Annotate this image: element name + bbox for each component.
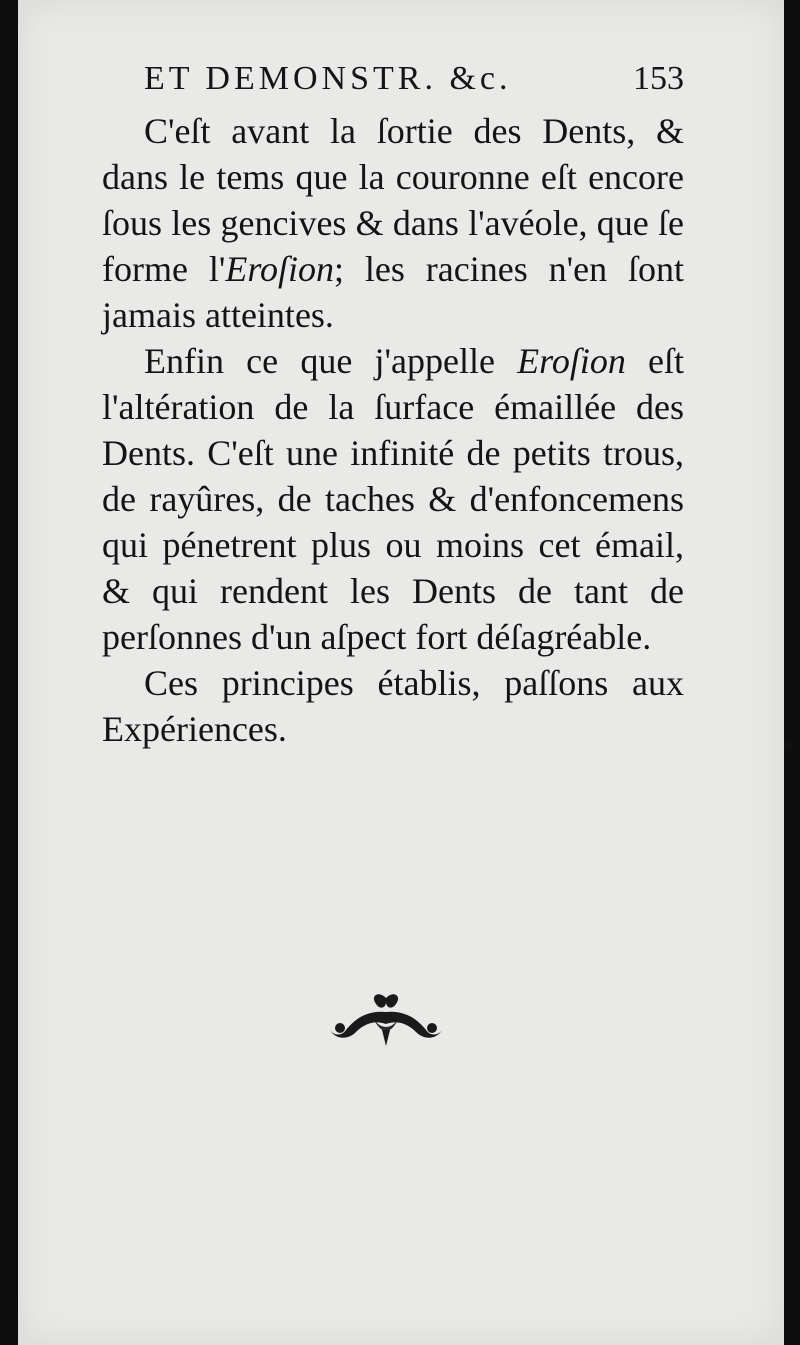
running-head-title: ET DEMONSTR. &c. [144, 60, 512, 97]
paragraph-text: eſt l'altération de la ſurface émaillée des Dents. C'eſt une infinité de petits trous, de rayûres, de taches & d'enfoncemens qui pénetrent plus ou moins cet émail, & qui rendent les Dents de tant de perſonnes d'un aſpect fort déſagréable. [102, 341, 685, 657]
paragraph-text: C'eſt avant la ſortie des Dents, & dans le tems que la couronne eſt encore ſous les gencives & dans l'avéole, que ſe forme l' [102, 111, 684, 289]
italic-term: Eroſion [517, 341, 626, 381]
running-head [144, 60, 684, 98]
ink-speck [784, 740, 793, 751]
page-number: 153 [633, 60, 684, 97]
paragraph-text: ; les racines n'en ſont jamais atteintes. [102, 249, 684, 335]
italic-term: Eroſion [225, 249, 335, 289]
paragraph [102, 108, 684, 338]
book-page [18, 0, 784, 1345]
paragraph-text: Enfin ce que j'appelle [144, 341, 518, 381]
paragraph [102, 338, 684, 660]
fleuron-icon [326, 990, 446, 1050]
paragraph [102, 660, 684, 752]
body-text [102, 108, 684, 752]
paragraph-text: Ces principes établis, paſſons aux Expériences. [102, 663, 684, 749]
